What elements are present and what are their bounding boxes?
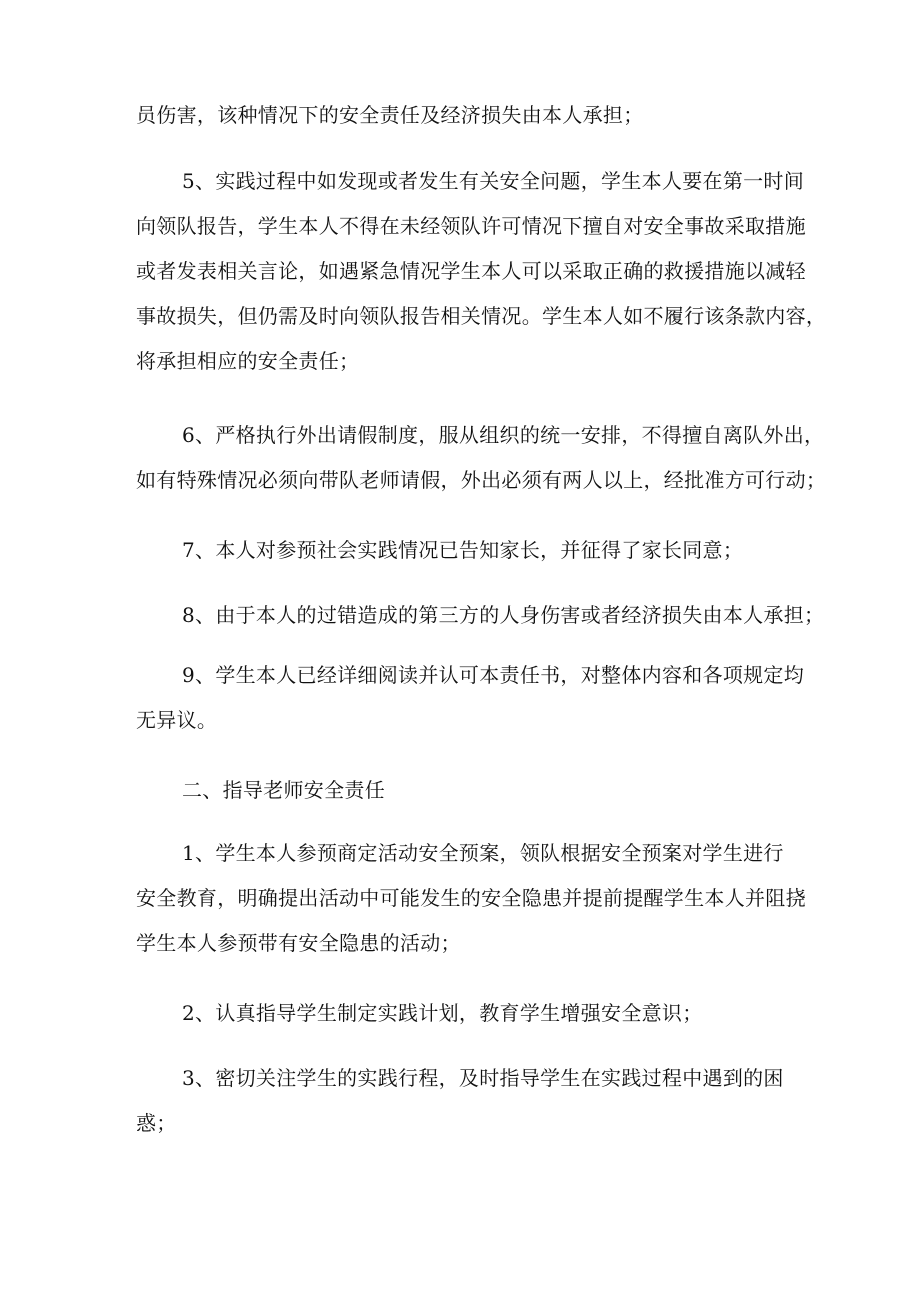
text-line: 无异议。 xyxy=(136,708,218,732)
text-line: 惑； xyxy=(136,1111,177,1135)
text-line: 将承担相应的安全责任； xyxy=(136,349,360,373)
clause-9-line: 9、学生本人已经详细阅读并认可本责任书，对整体内容和各项规定均 xyxy=(182,663,805,687)
text-line: 或者发表相关言论，如遇紧急情况学生本人可以采取正确的救援措施以减轻 xyxy=(136,259,806,283)
text-line: 学生本人参预带有安全隐患的活动； xyxy=(136,931,461,955)
teacher-clause-1-line: 1、学生本人参预商定活动安全预案，领队根据安全预案对学生进行 xyxy=(182,841,784,865)
clause-5-line: 5、实践过程中如发现或者发生有关安全问题，学生本人要在第一时间 xyxy=(182,169,805,193)
clause-6-line: 6、严格执行外出请假制度，服从组织的统一安排，不得擅自离队外出， xyxy=(182,423,825,447)
text-line: 员伤害，该种情况下的安全责任及经济损失由本人承担； xyxy=(136,103,644,127)
clause-8-line: 8、由于本人的过错造成的第三方的人身伤害或者经济损失由本人承担； xyxy=(182,603,825,627)
text-line: 向领队报告，学生本人不得在未经领队许可情况下擅自对安全事故采取措施 xyxy=(136,214,806,238)
text-line: 安全教育，明确提出活动中可能发生的安全隐患并提前提醒学生本人并阻挠 xyxy=(136,886,806,910)
clause-7-line: 7、本人对参预社会实践情况已告知家长，并征得了家长同意； xyxy=(182,538,744,562)
text-line: 如有特殊情况必须向带队老师请假，外出必须有两人以上，经批准方可行动； xyxy=(136,468,827,492)
section-heading: 二、指导老师安全责任 xyxy=(182,778,385,802)
text-line: 事故损失，但仍需及时向领队报告相关情况。学生本人如不履行该条款内容， xyxy=(136,304,827,328)
teacher-clause-2-line: 2、认真指导学生制定实践计划，教育学生增强安全意识； xyxy=(182,1001,703,1025)
teacher-clause-3-line: 3、密切关注学生的实践行程，及时指导学生在实践过程中遇到的困 xyxy=(182,1066,784,1090)
